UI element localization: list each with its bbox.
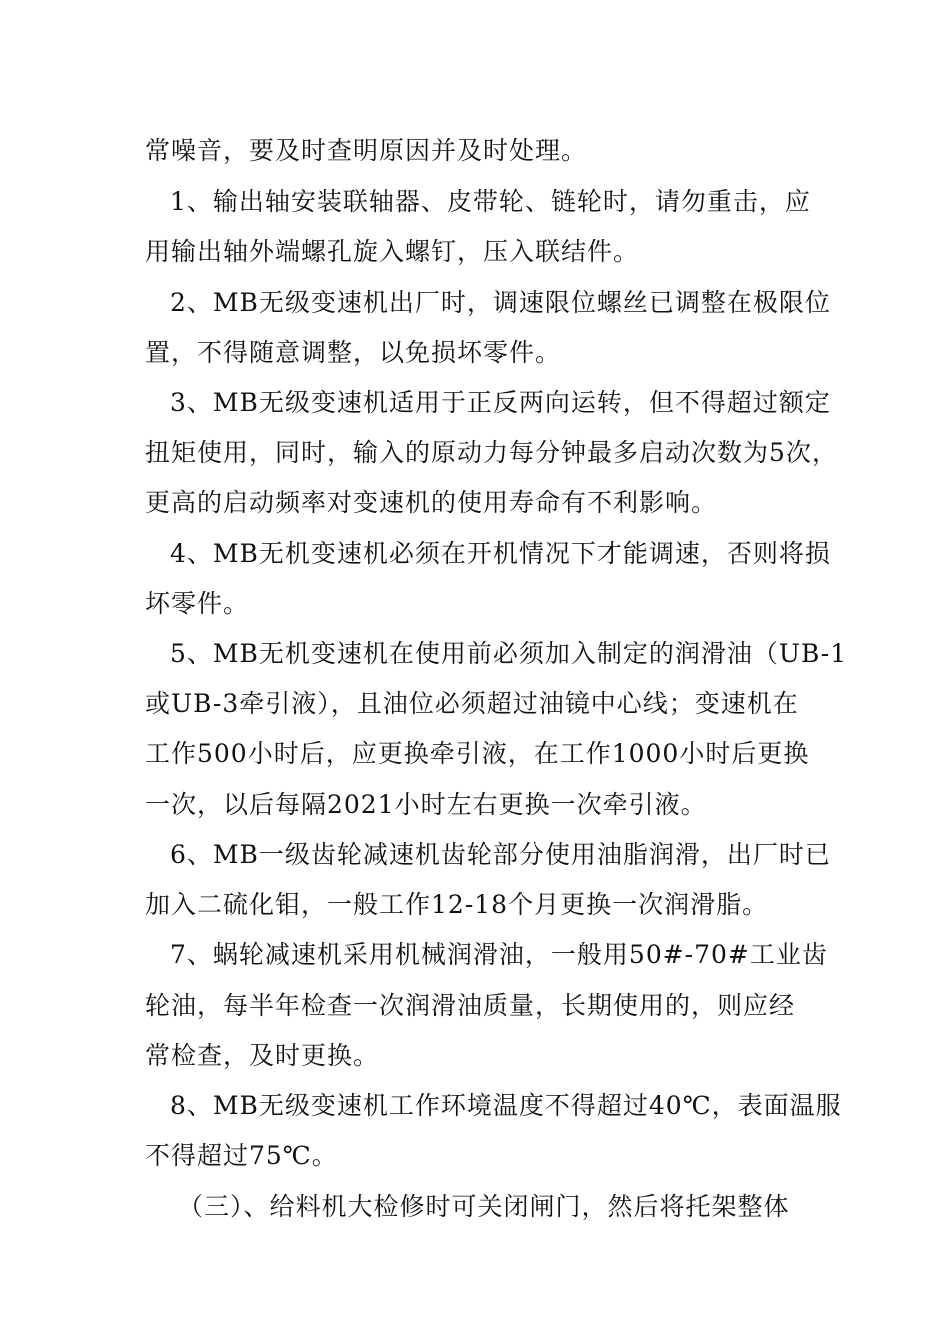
text-line: 加入二硫化钼，一般工作12-18个月更换一次润滑脂。 xyxy=(145,890,769,919)
text-line: 用输出轴外端螺孔旋入螺钉，压入联结件。 xyxy=(145,237,640,266)
text-line: 7、蜗轮减速机采用机械润滑油，一般用50#-70#工业齿 xyxy=(170,940,828,969)
text-line: 6、MB一级齿轮减速机齿轮部分使用油脂润滑，出厂时已 xyxy=(170,840,831,869)
text-line: 扭矩使用，同时，输入的原动力每分钟最多启动次数为5次， xyxy=(145,438,838,467)
text-line: 或UB-3牵引液），且油位必须超过油镜中心线；变速机在 xyxy=(145,689,799,718)
text-line: 更高的启动频率对变速机的使用寿命有不利影响。 xyxy=(145,488,718,517)
text-line: 一次，以后每隔2021小时左右更换一次牵引液。 xyxy=(145,790,707,819)
text-line: 2、MB无级变速机出厂时，调速限位螺丝已调整在极限位 xyxy=(170,288,831,317)
text-line: 置，不得随意调整，以免损坏零件。 xyxy=(145,338,562,367)
text-line: 不得超过75℃。 xyxy=(145,1141,338,1170)
text-line: （三）、给料机大检修时可关闭闸门，然后将托架整体 xyxy=(178,1192,790,1221)
text-line: 常检查，及时更换。 xyxy=(145,1041,380,1070)
text-line: 工作500小时后，应更换牵引液，在工作1000小时后更换 xyxy=(145,739,810,768)
text-line: 8、MB无级变速机工作环境温度不得超过40℃，表面温服 xyxy=(170,1091,842,1120)
text-line: 3、MB无级变速机适用于正反两向运转，但不得超过额定 xyxy=(170,388,831,417)
text-line: 1、输出轴安装联轴器、皮带轮、链轮时，请勿重击，应 xyxy=(170,187,811,216)
text-line: 轮油，每半年检查一次润滑油质量，长期使用的，则应经 xyxy=(145,991,796,1020)
text-line: 5、MB无机变速机在使用前必须加入制定的润滑油（UB-1 xyxy=(170,639,848,668)
text-line: 常噪音，要及时查明原因并及时处理。 xyxy=(145,136,588,165)
text-line: 坏零件。 xyxy=(145,589,250,618)
text-line: 4、MB无机变速机必须在开机情况下才能调速，否则将损 xyxy=(170,539,831,568)
